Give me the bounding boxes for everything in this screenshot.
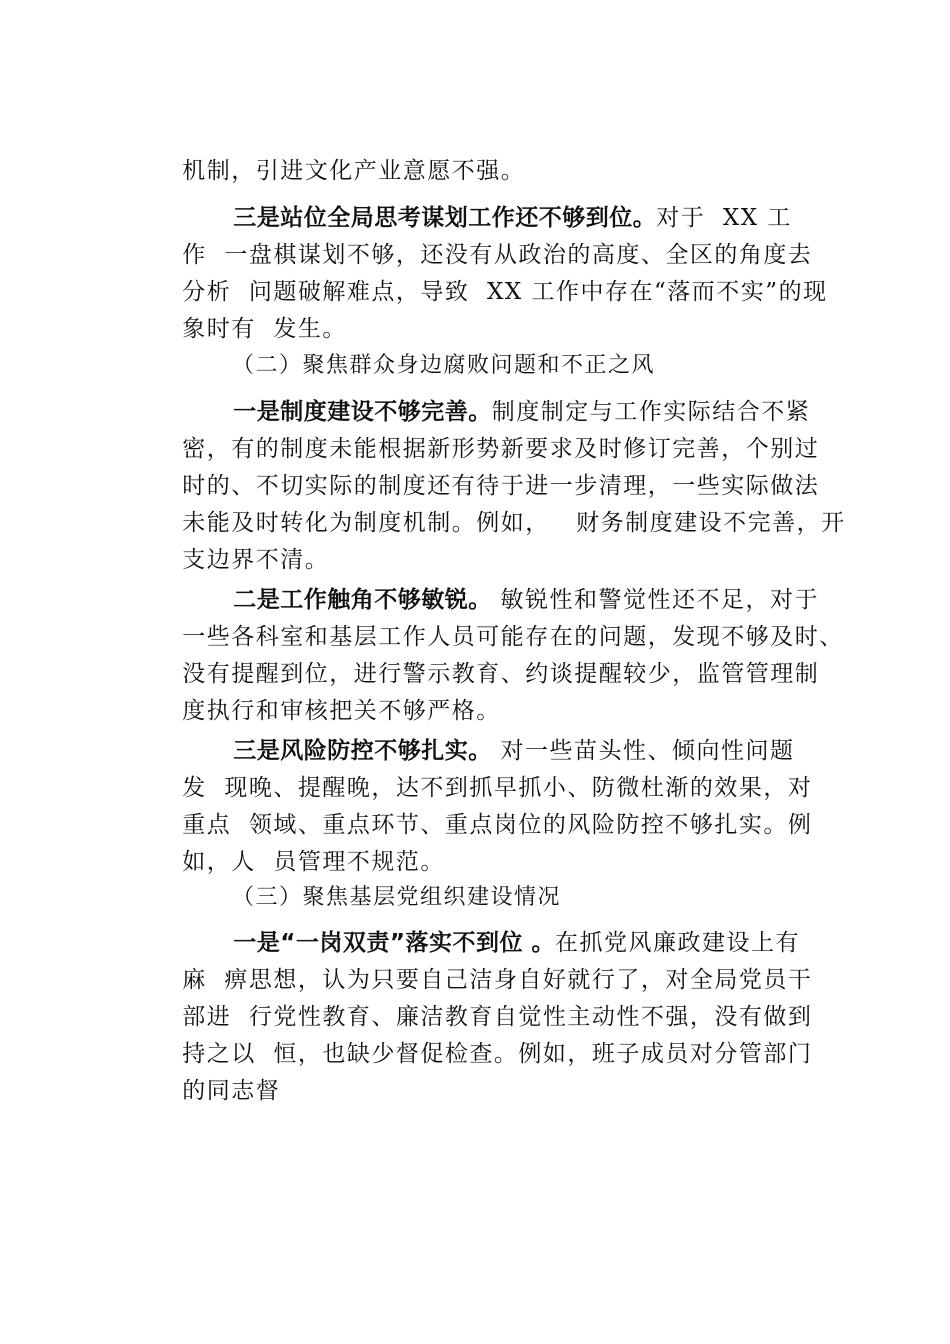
line-text: 象时有 发生。 <box>182 316 347 342</box>
heading-text: （三）聚焦基层党组织建设情况 <box>231 885 561 910</box>
line-text: 没有提醒到位，进行警示教育、约谈提醒较少，监管管理制 <box>182 661 820 687</box>
line-text: 部进 行党性教育、廉洁教育自觉性主动性不强，没有做到 <box>182 1004 813 1030</box>
line-text: 作 一盘棋谋划不够，还没有从政治的高度、全区的角度去 <box>182 242 813 268</box>
line-text: 密，有的制度未能根据新形势新要求及时修订完善，个别过 <box>182 436 820 462</box>
lead-sentence: 三是风险防控不够扎实。 <box>233 738 492 764</box>
line-text: 支边界不清。 <box>182 547 330 573</box>
line-text: 敏锐性和警觉性还不足，对于 <box>491 587 820 613</box>
line-text: 度执行和审核把关不够严格。 <box>182 698 501 724</box>
line-text: 未能及时转化为制度机制。例如， 财务制度建设不完善，开 <box>182 510 846 536</box>
line-text: 麻 痹思想，认为只要自己洁身自好就行了，对全局党员干 <box>182 967 813 993</box>
line-text: 分析 问题破解难点，导致 XX 工作中存在“落而不实”的现 <box>182 279 828 305</box>
line-text: 的同志督 <box>182 1078 281 1104</box>
line-text: 发 现晚、提醒晚，达不到抓早抓小、防微杜渐的效果，对 <box>182 775 813 801</box>
line-text: 持之以 恒，也缺少督促检查。例如，班子成员对分管部门 <box>182 1041 813 1067</box>
paragraph-line <box>147 1046 280 1136</box>
line-text: 机制，引进文化产业意愿不强。 <box>182 158 526 184</box>
line-text: 重点 领域、重点环节、重点岗位的风险防控不够扎实。例 <box>182 812 813 838</box>
line-text: 如，人 员管理不规范。 <box>182 849 445 875</box>
line-text: 对于 XX 工 <box>656 205 792 231</box>
lead-sentence: 一是制度建设不够完善。 <box>233 399 492 425</box>
heading-text: （二）聚焦群众身边腐败问题和不正之风 <box>231 353 655 378</box>
line-text: 一些各科室和基层工作人员可能存在的问题，发现不够及时、 <box>182 624 844 650</box>
lead-sentence: 三是站位全局思考谋划工作还不够到位。 <box>233 205 657 231</box>
line-text: 时的、不切实际的制度还有待于进一步清理，一些实际做法 <box>182 473 820 499</box>
line-text: 制度制定与工作实际结合不紧 <box>491 399 811 425</box>
lead-sentence: 一是“一岗双责”落实不到位 。 <box>233 930 555 956</box>
lead-sentence: 二是工作触角不够敏锐。 <box>233 587 492 613</box>
line-text: 对一些苗头性、倾向性问题 <box>491 738 795 764</box>
line-text: 在抓党风廉政建设上有 <box>555 930 800 956</box>
